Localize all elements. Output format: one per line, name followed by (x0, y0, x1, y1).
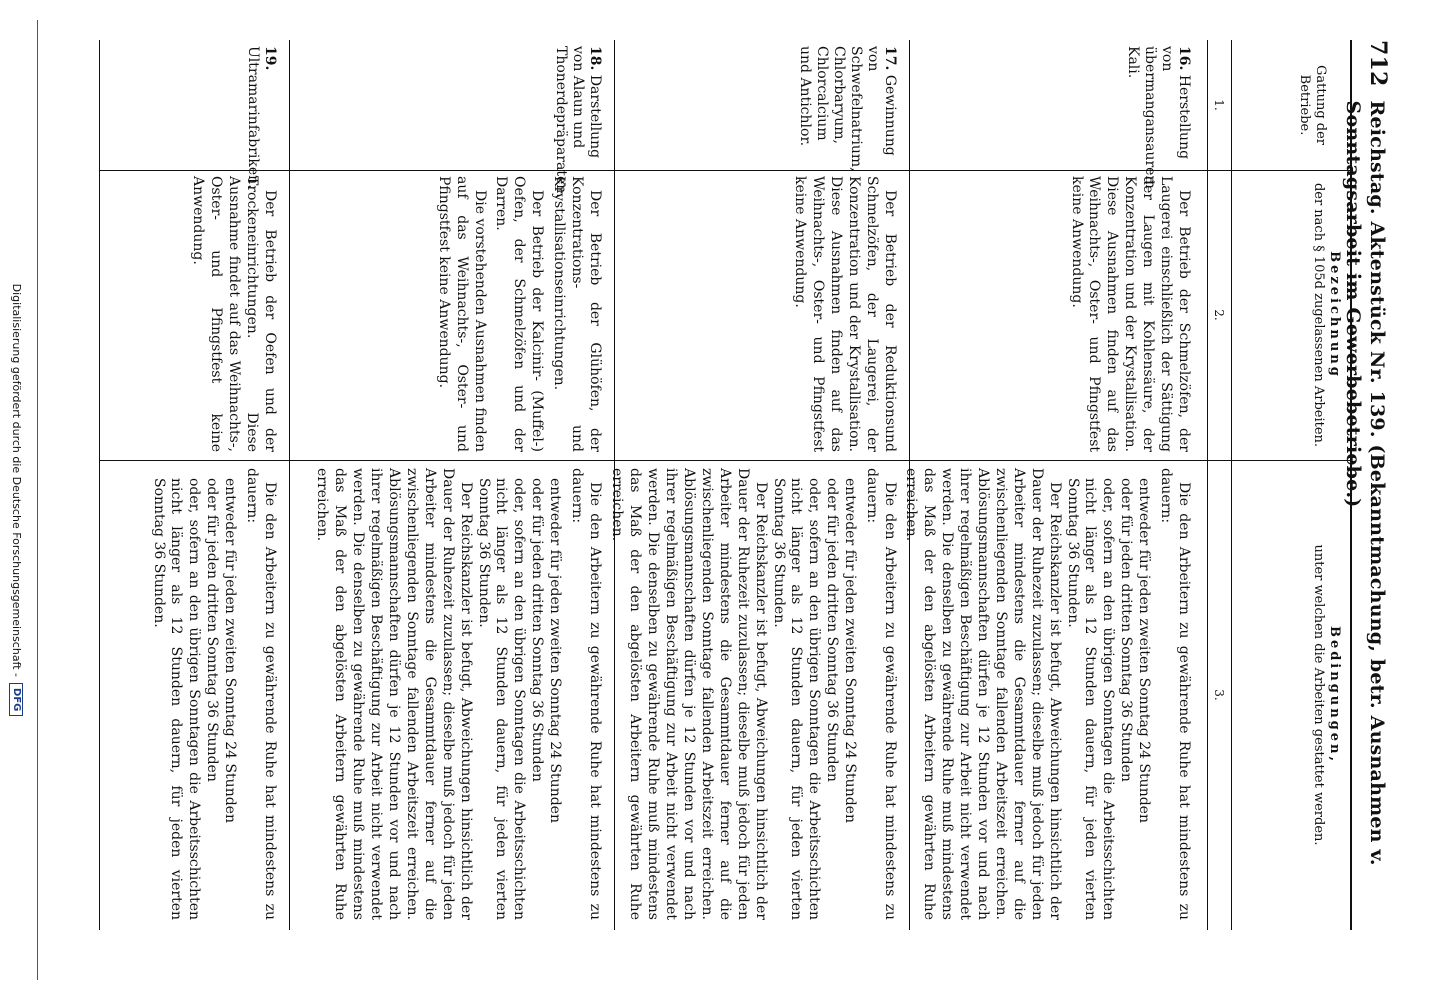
column-number: 2. (1212, 309, 1226, 321)
row-19-work: Der Betrieb der Oefen und der Trockeneinrichtungen. Diese Ausnahme findet auf das Weihnachts-, Oster- und Pfingstfest keine Anwendung. (190, 176, 278, 452)
row-16-type: 16. Herstellung von übermangansaurem Kali. (1124, 46, 1192, 189)
row-17-conditions: Die den Arbeitern zu gewährende Ruhe hat mindestens zu dauern: entweder für jeden zweiten Sonntag 24 Stunden oder für jeden dritten Sonntag 36 Stunden oder, sofern an den übrigen Sonntagen die Arbeitsschichten nicht länger als 12 Stunden dauern, für jeden vierten Sonntag 36 Stunden. Der Reichskanzler ist befugt, Abweichungen hinsichtlich der Dauer der Ruhezeit zuzulassen; dieselbe muß jedoch für jeden Arbeiter mindestens die Gesammtdauer ferner auf die zwischenliegenden Sonntage fallenden Arbeitszeit erreichen. Ablösungsmannschaften dürfen je 12 Stunden vor und nach ihrer regelmäßigen Beschäftigung zur Arbeit nicht verwendet werden. Die denselben zu gewährende Ruhe muß mindestens das Maß der den abgelösten Arbeitern gewährten Ruhe erreichen. (609, 468, 898, 920)
row-divider (614, 40, 615, 930)
row-18-work: Der Betrieb der Glühöfen, der Konzentrations- und Krystallisationseinrichtungen. Der Betrieb der Kalcinir- (Muffel-) Oefen, der Schmelzöfen und der Darren. Die vorstehenden Ausnahmen finden auf das Weihnachts-, Oster- und Pfingstfest keine Anwendung. (435, 176, 603, 452)
row-17-type: 17. Gewinnung von Schwefelnatrium, Chlorbaryum, Chlorcalcium und Antichlor. (796, 46, 898, 172)
page-number: 712 (1365, 40, 1391, 87)
column-header-conditions: Bedingungen, unter welchen die Arbeiten gestattet werden. (1311, 544, 1342, 846)
header-rule (1231, 40, 1232, 930)
row-divider (909, 40, 910, 930)
digitization-footer (0, 0, 32, 1000)
row-16-conditions: Die den Arbeitern zu gewährende Ruhe hat mindestens zu dauern: entweder für jeden zweiten Sonntag 24 Stunden oder für jeden dritten Sonntag 36 Stunden oder, sofern an den übrigen Sonntagen die Arbeitsschichten nicht länger als 12 Stunden dauern, für jeden vierten Sonntag 36 Stunden. Der Reichskanzler ist befugt, Abweichungen hinsichtlich der Dauer der Ruhezeit zuzulassen; dieselbe muß jedoch für jeden Arbeiter mindestens die Gesammtdauer ferner auf die zwischenliegenden Sonntage fallenden Arbeitszeit erreichen. Ablösungsmannschaften dürfen je 12 Stunden vor und nach ihrer regelmäßigen Beschäftigung zur Arbeit nicht verwendet werden. Die denselben zu gewährende Ruhe muß mindestens das Maß der den abgelösten Arbeitern gewährten Ruhe erreichen. (903, 468, 1192, 920)
column-header-type: Gattung der Betriebe. (1297, 64, 1328, 145)
row-divider (289, 40, 290, 930)
row-18-conditions: Die den Arbeitern zu gewährende Ruhe hat mindestens zu dauern: entweder für jeden zweiten Sonntag 24 Stunden oder für jeden dritten Sonntag 36 Stunden oder, sofern an den übrigen Sonntagen die Arbeitsschichten nicht länger als 12 Stunden dauern, für jeden vierten Sonntag 36 Stunden. Der Reichskanzler ist befugt, Abweichungen hinsichtlich der Dauer der Ruhezeit zuzulassen; dieselbe muß jedoch für jeden Arbeiter mindestens die Gesammtdauer ferner auf die zwischenliegenden Sonntage fallenden Arbeitszeit erreichen. Ablösungsmannschaften dürfen je 12 Stunden vor und nach ihrer regelmäßigen Beschäftigung zur Arbeit nicht verwendet werden. Die denselben zu gewährende Ruhe muß mindestens das Maß der den abgelösten Arbeitern gewährten Ruhe erreichen. (314, 468, 603, 920)
dfg-logo: DFG (9, 683, 24, 716)
row-19-type: 19. Ultramarinfabriken. (244, 46, 278, 189)
page-bottom-rule (37, 20, 38, 980)
column-number-rule (1207, 40, 1208, 930)
column-header-work: Bezeichnung der nach § 105d zugelassenen Arbeiten. (1311, 182, 1342, 448)
column-number: 1. (1212, 99, 1226, 111)
row-18-type: 18. Darstellung von Alaun und Thonerdepräparaten. (552, 46, 603, 198)
running-title: Reichstag. Aktenstück Nr. 139. (Bekanntmachung, betr. Ausnahmen v. Sonntagsarbeit im Gewerbebetriebe.) (1341, 100, 1388, 866)
column-divider (100, 460, 1350, 461)
column-number: 3. (1212, 689, 1226, 701)
row-19-conditions: Die den Arbeitern zu gewährende Ruhe hat mindestens zu dauern: entweder für jeden zweiten Sonntag 24 Stunden oder für jeden dritten Sonntag 36 Stunden oder, sofern an den übrigen Sonntagen die Arbeitsschichten nicht länger als 12 Stunden dauern, für jeden vierten Sonntag 36 Stunden. (150, 468, 278, 920)
row-17-work: Der Betrieb der Reduktionsund Schmelzöfen, der Laugerei, der Konzentration und der Krystallisation. Diese Ausnahmen finden auf das Weihnachts-, Oster- und Pfingstfest keine Anwendung. (792, 176, 898, 452)
column-divider (100, 170, 1350, 171)
footer-text: Digitalisierung gefördert durch die Deutsche Forschungsgemeinschaft - (10, 283, 24, 678)
regulation-table (99, 40, 1352, 930)
row-16-work: Der Betrieb der Schmelzöfen, der Laugerei einschließlich der Sättigung der Laugen mit Kohlensäure, der Konzentration und der Krystallisation. Diese Ausnahmen finden auf das Weihnachts-, Oster- und Pfingstfest keine Anwendung. (1068, 176, 1192, 452)
